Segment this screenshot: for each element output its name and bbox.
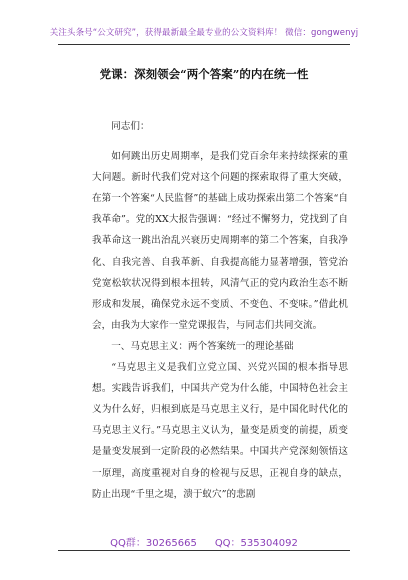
footer-divider [58, 550, 350, 551]
qq-group-number: QQ群：30265665 [110, 538, 197, 549]
header-promo-note: 关注头条号“公文研究”，获得最新最全最专业的公文资料库！ 微信：gongwenyj [49, 28, 359, 38]
section-heading-1: 一、马克思主义：两个答案统一的理论基础 [111, 340, 294, 352]
salutation: 同志们： [111, 121, 150, 132]
document-body [92, 116, 348, 505]
header-divider [58, 44, 350, 45]
paragraph-intro: 如何跳出历史周期率，是我们党百余年来持续探索的重大问题。新时代我们党对这个问题的探索取得了重大突破，在第一个答案“人民监督”的基础上成功探索出第二个答案“自我革命”。党的XX大报告强调：“经过不懈努力，党找到了自我革命这一跳出治乱兴衰历史周期率的第二个答案，自我净化、自我完善、自我革新、自我提高能力显著增强，管党治党宽松软状况得到根本扭转，风清气正的党内政治生态不断形成和发展，确保党永远不变质、不变色、不变味。”借此机会，由我为大家作一堂党课报告，与同志们共同交流。 [92, 151, 348, 331]
paragraph-marxism: “马克思主义是我们立党立国、兴党兴国的根本指导思想。实践告诉我们，中国共产党为什么能，中国特色社会主义为什么好，归根到底是马克思主义行，是中国化时代化的马克思主义行。”马克思主义认为，量变是质变的前提，质变是量变发展到一定阶段的必然结果。中国共产党深刻领悟这一原理，高度重视对自身的检视与反思，正视自身的缺点，防止出现“千里之堤，溃于蚁穴”的悲剧 [92, 362, 348, 500]
document-title: 党课：深刻领会“两个答案”的内在统一性 [99, 67, 309, 81]
qq-number: QQ：535304092 [214, 538, 298, 549]
footer-contact [0, 534, 408, 549]
